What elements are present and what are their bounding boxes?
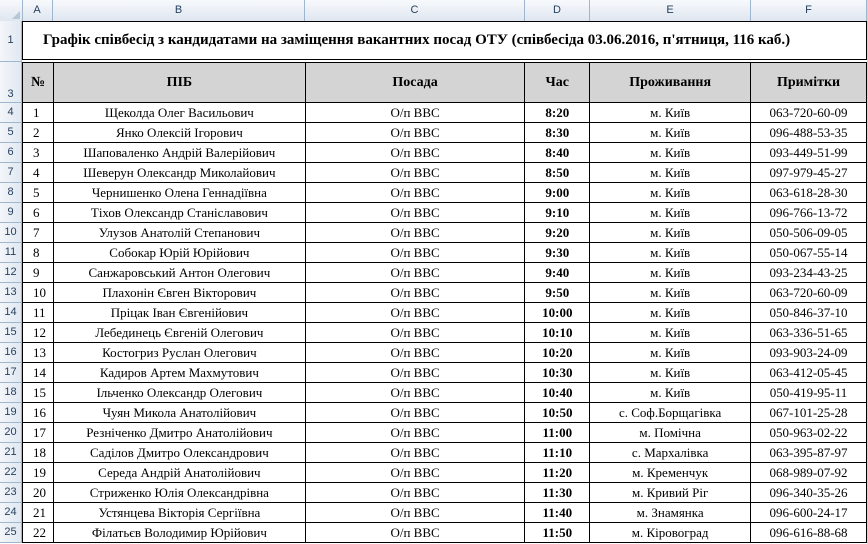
position-cell[interactable]: О/п ВВС — [305, 483, 525, 503]
num-cell[interactable]: 18 — [23, 443, 54, 463]
position-cell[interactable]: О/п ВВС — [305, 463, 525, 483]
phone-cell[interactable]: 050-846-37-10 — [751, 303, 867, 323]
position-cell[interactable]: О/п ВВС — [305, 243, 525, 263]
time-cell[interactable]: 11:00 — [525, 423, 590, 443]
header-time-cell[interactable]: Час — [525, 63, 590, 103]
row-header[interactable]: 19 — [0, 403, 22, 423]
name-cell[interactable]: Улузов Анатолій Степанович — [53, 223, 305, 243]
name-cell[interactable]: Філатьєв Володимир Юрійович — [53, 523, 305, 543]
position-cell[interactable]: О/п ВВС — [305, 523, 525, 543]
row-header[interactable]: 23 — [0, 483, 22, 503]
residence-cell[interactable]: м. Київ — [590, 203, 751, 223]
position-cell[interactable]: О/п ВВС — [305, 303, 525, 323]
phone-cell[interactable]: 096-616-88-68 — [751, 523, 867, 543]
position-cell[interactable]: О/п ВВС — [305, 363, 525, 383]
phone-cell[interactable]: 093-449-51-99 — [751, 143, 867, 163]
time-cell[interactable]: 9:20 — [525, 223, 590, 243]
time-cell[interactable]: 9:00 — [525, 183, 590, 203]
name-cell[interactable]: Плахонін Євген Вікторович — [53, 283, 305, 303]
table-row — [23, 243, 867, 263]
position-cell[interactable]: О/п ВВС — [305, 403, 525, 423]
table-row — [23, 503, 867, 523]
name-cell[interactable]: Ільченко Олександр Олегович — [53, 383, 305, 403]
position-cell[interactable]: О/п ВВС — [305, 183, 525, 203]
name-cell[interactable]: Тіхов Олександр Станіславович — [53, 203, 305, 223]
residence-cell[interactable]: м. Кривий Ріг — [590, 483, 751, 503]
name-cell[interactable]: Янко Олексій Ігорович — [53, 123, 305, 143]
table-row — [23, 423, 867, 443]
column-header-c[interactable]: C — [305, 0, 525, 21]
phone-cell[interactable]: 063-618-28-30 — [751, 183, 867, 203]
residence-cell[interactable]: с. Соф.Борщагівка — [590, 403, 751, 423]
time-cell[interactable]: 10:30 — [525, 363, 590, 383]
row-header[interactable]: 5 — [0, 123, 22, 143]
select-all-button[interactable] — [0, 0, 23, 21]
residence-cell[interactable]: м. Київ — [590, 363, 751, 383]
residence-cell[interactable]: м. Київ — [590, 183, 751, 203]
row-header[interactable]: 11 — [0, 243, 22, 263]
phone-cell[interactable]: 096-600-24-17 — [751, 503, 867, 523]
row-header[interactable]: 20 — [0, 423, 22, 443]
phone-cell[interactable]: 050-067-55-14 — [751, 243, 867, 263]
phone-cell[interactable]: 063-336-51-65 — [751, 323, 867, 343]
num-cell[interactable]: 13 — [23, 343, 54, 363]
name-cell[interactable]: Собокар Юрій Юрійович — [53, 243, 305, 263]
position-cell[interactable]: О/п ВВС — [305, 423, 525, 443]
table-header-row — [23, 63, 867, 103]
num-cell[interactable]: 14 — [23, 363, 54, 383]
residence-cell[interactable]: м. Київ — [590, 303, 751, 323]
name-cell[interactable]: Санжаровський Антон Олегович — [53, 263, 305, 283]
table-row — [23, 403, 867, 423]
num-cell[interactable]: 1 — [23, 103, 54, 123]
phone-cell[interactable]: 050-506-09-05 — [751, 223, 867, 243]
header-name-cell[interactable]: ПІБ — [53, 63, 305, 103]
num-cell[interactable]: 21 — [23, 503, 54, 523]
row-header[interactable]: 7 — [0, 163, 22, 183]
position-cell[interactable]: О/п ВВС — [305, 103, 525, 123]
row-header[interactable]: 22 — [0, 463, 22, 483]
row-header[interactable]: 16 — [0, 343, 22, 363]
position-cell[interactable]: О/п ВВС — [305, 143, 525, 163]
name-cell[interactable]: Саділов Дмитро Олександрович — [53, 443, 305, 463]
position-cell[interactable]: О/п ВВС — [305, 223, 525, 243]
name-cell[interactable]: Шеверун Олександр Миколайович — [53, 163, 305, 183]
table-row — [23, 183, 867, 203]
column-header-d[interactable]: D — [525, 0, 590, 21]
row-header[interactable]: 10 — [0, 223, 22, 243]
num-cell[interactable]: 20 — [23, 483, 54, 503]
residence-cell[interactable]: м. Кіровоград — [590, 523, 751, 543]
num-cell[interactable]: 3 — [23, 143, 54, 163]
num-cell[interactable]: 15 — [23, 383, 54, 403]
table-row — [23, 443, 867, 463]
num-cell[interactable]: 7 — [23, 223, 54, 243]
phone-cell[interactable]: 096-488-53-35 — [751, 123, 867, 143]
row-header[interactable]: 13 — [0, 283, 22, 303]
time-cell[interactable]: 8:40 — [525, 143, 590, 163]
row-header[interactable]: 24 — [0, 503, 22, 523]
phone-cell[interactable]: 096-340-35-26 — [751, 483, 867, 503]
num-cell[interactable]: 16 — [23, 403, 54, 423]
num-cell[interactable]: 6 — [23, 203, 54, 223]
row-header[interactable]: 18 — [0, 383, 22, 403]
phone-cell[interactable]: 063-395-87-97 — [751, 443, 867, 463]
table-row — [23, 363, 867, 383]
table-row — [23, 163, 867, 183]
num-cell[interactable]: 22 — [23, 523, 54, 543]
name-cell[interactable]: Пріцак Іван Євгенійович — [53, 303, 305, 323]
row-header[interactable]: 14 — [0, 303, 22, 323]
position-cell[interactable]: О/п ВВС — [305, 443, 525, 463]
time-cell[interactable]: 10:50 — [525, 403, 590, 423]
time-cell[interactable]: 10:00 — [525, 303, 590, 323]
table-row — [23, 283, 867, 303]
residence-cell[interactable]: м. Київ — [590, 343, 751, 363]
name-cell[interactable]: Шаповаленко Андрій Валерійович — [53, 143, 305, 163]
time-cell[interactable]: 11:50 — [525, 523, 590, 543]
row-header[interactable]: 21 — [0, 443, 22, 463]
time-cell[interactable]: 10:40 — [525, 383, 590, 403]
residence-cell[interactable]: м. Київ — [590, 143, 751, 163]
name-cell[interactable]: Костогриз Руслан Олегович — [53, 343, 305, 363]
name-cell[interactable]: Резніченко Дмитро Анатолійович — [53, 423, 305, 443]
row-header-3[interactable]: 3 — [0, 62, 22, 103]
position-cell[interactable]: О/п ВВС — [305, 123, 525, 143]
table-row — [23, 343, 867, 363]
table-row — [23, 143, 867, 163]
row-header[interactable]: 8 — [0, 183, 22, 203]
residence-cell[interactable]: м. Знамянка — [590, 503, 751, 523]
num-cell[interactable]: 10 — [23, 283, 54, 303]
table-row — [23, 463, 867, 483]
phone-cell[interactable]: 068-989-07-92 — [751, 463, 867, 483]
row-header[interactable]: 17 — [0, 363, 22, 383]
time-cell[interactable]: 11:30 — [525, 483, 590, 503]
time-cell[interactable]: 8:50 — [525, 163, 590, 183]
phone-cell[interactable]: 093-234-43-25 — [751, 263, 867, 283]
time-cell[interactable]: 9:50 — [525, 283, 590, 303]
time-cell[interactable]: 8:30 — [525, 123, 590, 143]
num-cell[interactable]: 5 — [23, 183, 54, 203]
schedule-title-cell[interactable]: Графік співбесід з кандидатами на заміщення вакантних посад ОТУ (співбесіда 03.06.2016, п'ятниця, 116 каб.) — [22, 21, 867, 60]
name-cell[interactable]: Щеколда Олег Васильович — [53, 103, 305, 123]
phone-cell[interactable]: 096-766-13-72 — [751, 203, 867, 223]
name-cell[interactable]: Чернишенко Олена Геннадіївна — [53, 183, 305, 203]
time-cell[interactable]: 9:30 — [525, 243, 590, 263]
num-cell[interactable]: 8 — [23, 243, 54, 263]
table-row — [23, 523, 867, 543]
header-notes-cell[interactable]: Примітки — [751, 63, 867, 103]
residence-cell[interactable]: м. Київ — [590, 163, 751, 183]
residence-cell[interactable]: м. Київ — [590, 103, 751, 123]
time-cell[interactable]: 11:20 — [525, 463, 590, 483]
interview-schedule-table — [22, 62, 867, 543]
table-row — [23, 103, 867, 123]
num-cell[interactable]: 2 — [23, 123, 54, 143]
table-row — [23, 303, 867, 323]
table-row — [23, 223, 867, 243]
num-cell[interactable]: 19 — [23, 463, 54, 483]
table-row — [23, 123, 867, 143]
num-cell[interactable]: 4 — [23, 163, 54, 183]
column-header-b[interactable]: B — [53, 0, 305, 21]
residence-cell[interactable]: м. Кременчук — [590, 463, 751, 483]
column-header-bar — [0, 0, 867, 22]
position-cell[interactable]: О/п ВВС — [305, 263, 525, 283]
residence-cell[interactable]: м. Помічна — [590, 423, 751, 443]
residence-cell[interactable]: м. Київ — [590, 283, 751, 303]
time-cell[interactable]: 11:10 — [525, 443, 590, 463]
column-header-a[interactable]: A — [22, 0, 53, 21]
position-cell[interactable]: О/п ВВС — [305, 503, 525, 523]
table-row — [23, 483, 867, 503]
phone-cell[interactable]: 097-979-45-27 — [751, 163, 867, 183]
position-cell[interactable]: О/п ВВС — [305, 283, 525, 303]
num-cell[interactable]: 17 — [23, 423, 54, 443]
residence-cell[interactable]: м. Київ — [590, 123, 751, 143]
phone-cell[interactable]: 050-419-95-11 — [751, 383, 867, 403]
time-cell[interactable]: 10:20 — [525, 343, 590, 363]
residence-cell[interactable]: м. Київ — [590, 223, 751, 243]
position-cell[interactable]: О/п ВВС — [305, 343, 525, 363]
num-cell[interactable]: 11 — [23, 303, 54, 323]
name-cell[interactable]: Устянцева Вікторія Сергіївна — [53, 503, 305, 523]
phone-cell[interactable]: 067-101-25-28 — [751, 403, 867, 423]
header-residence-cell[interactable]: Проживання — [590, 63, 751, 103]
table-row — [23, 203, 867, 223]
name-cell[interactable]: Кадиров Артем Махмутович — [53, 363, 305, 383]
name-cell[interactable]: Середа Андрій Анатолійович — [53, 463, 305, 483]
time-cell[interactable]: 8:20 — [525, 103, 590, 123]
position-cell[interactable]: О/п ВВС — [305, 163, 525, 183]
name-cell[interactable]: Стриженко Юлія Олександрівна — [53, 483, 305, 503]
num-cell[interactable]: 12 — [23, 323, 54, 343]
column-header-f[interactable]: F — [751, 0, 867, 21]
row-header[interactable]: 4 — [0, 103, 22, 123]
residence-cell[interactable]: м. Київ — [590, 263, 751, 283]
phone-cell[interactable]: 063-412-05-45 — [751, 363, 867, 383]
row-header[interactable]: 9 — [0, 203, 22, 223]
time-cell[interactable]: 10:10 — [525, 323, 590, 343]
name-cell[interactable]: Лебединець Євгеній Олегович — [53, 323, 305, 343]
table-row — [23, 263, 867, 283]
residence-cell[interactable]: м. Київ — [590, 323, 751, 343]
row-header[interactable]: 25 — [0, 523, 22, 543]
phone-cell[interactable]: 063-720-60-09 — [751, 283, 867, 303]
row-header[interactable]: 12 — [0, 263, 22, 283]
phone-cell[interactable]: 063-720-60-09 — [751, 103, 867, 123]
residence-cell[interactable]: с. Мархалівка — [590, 443, 751, 463]
num-cell[interactable]: 9 — [23, 263, 54, 283]
position-cell[interactable]: О/п ВВС — [305, 203, 525, 223]
row-header-1[interactable]: 1 — [0, 21, 22, 62]
position-cell[interactable]: О/п ВВС — [305, 323, 525, 343]
phone-cell[interactable]: 093-903-24-09 — [751, 343, 867, 363]
header-position-cell[interactable]: Посада — [305, 63, 525, 103]
phone-cell[interactable]: 050-963-02-22 — [751, 423, 867, 443]
column-header-e[interactable]: E — [590, 0, 751, 21]
time-cell[interactable]: 9:40 — [525, 263, 590, 283]
header-num-cell[interactable]: № — [23, 63, 54, 103]
position-cell[interactable]: О/п ВВС — [305, 383, 525, 403]
name-cell[interactable]: Чуян Микола Анатолійович — [53, 403, 305, 423]
residence-cell[interactable]: м. Київ — [590, 243, 751, 263]
table-row — [23, 383, 867, 403]
time-cell[interactable]: 9:10 — [525, 203, 590, 223]
time-cell[interactable]: 11:40 — [525, 503, 590, 523]
row-header[interactable]: 6 — [0, 143, 22, 163]
table-row — [23, 323, 867, 343]
residence-cell[interactable]: м. Київ — [590, 383, 751, 403]
row-header[interactable]: 15 — [0, 323, 22, 343]
